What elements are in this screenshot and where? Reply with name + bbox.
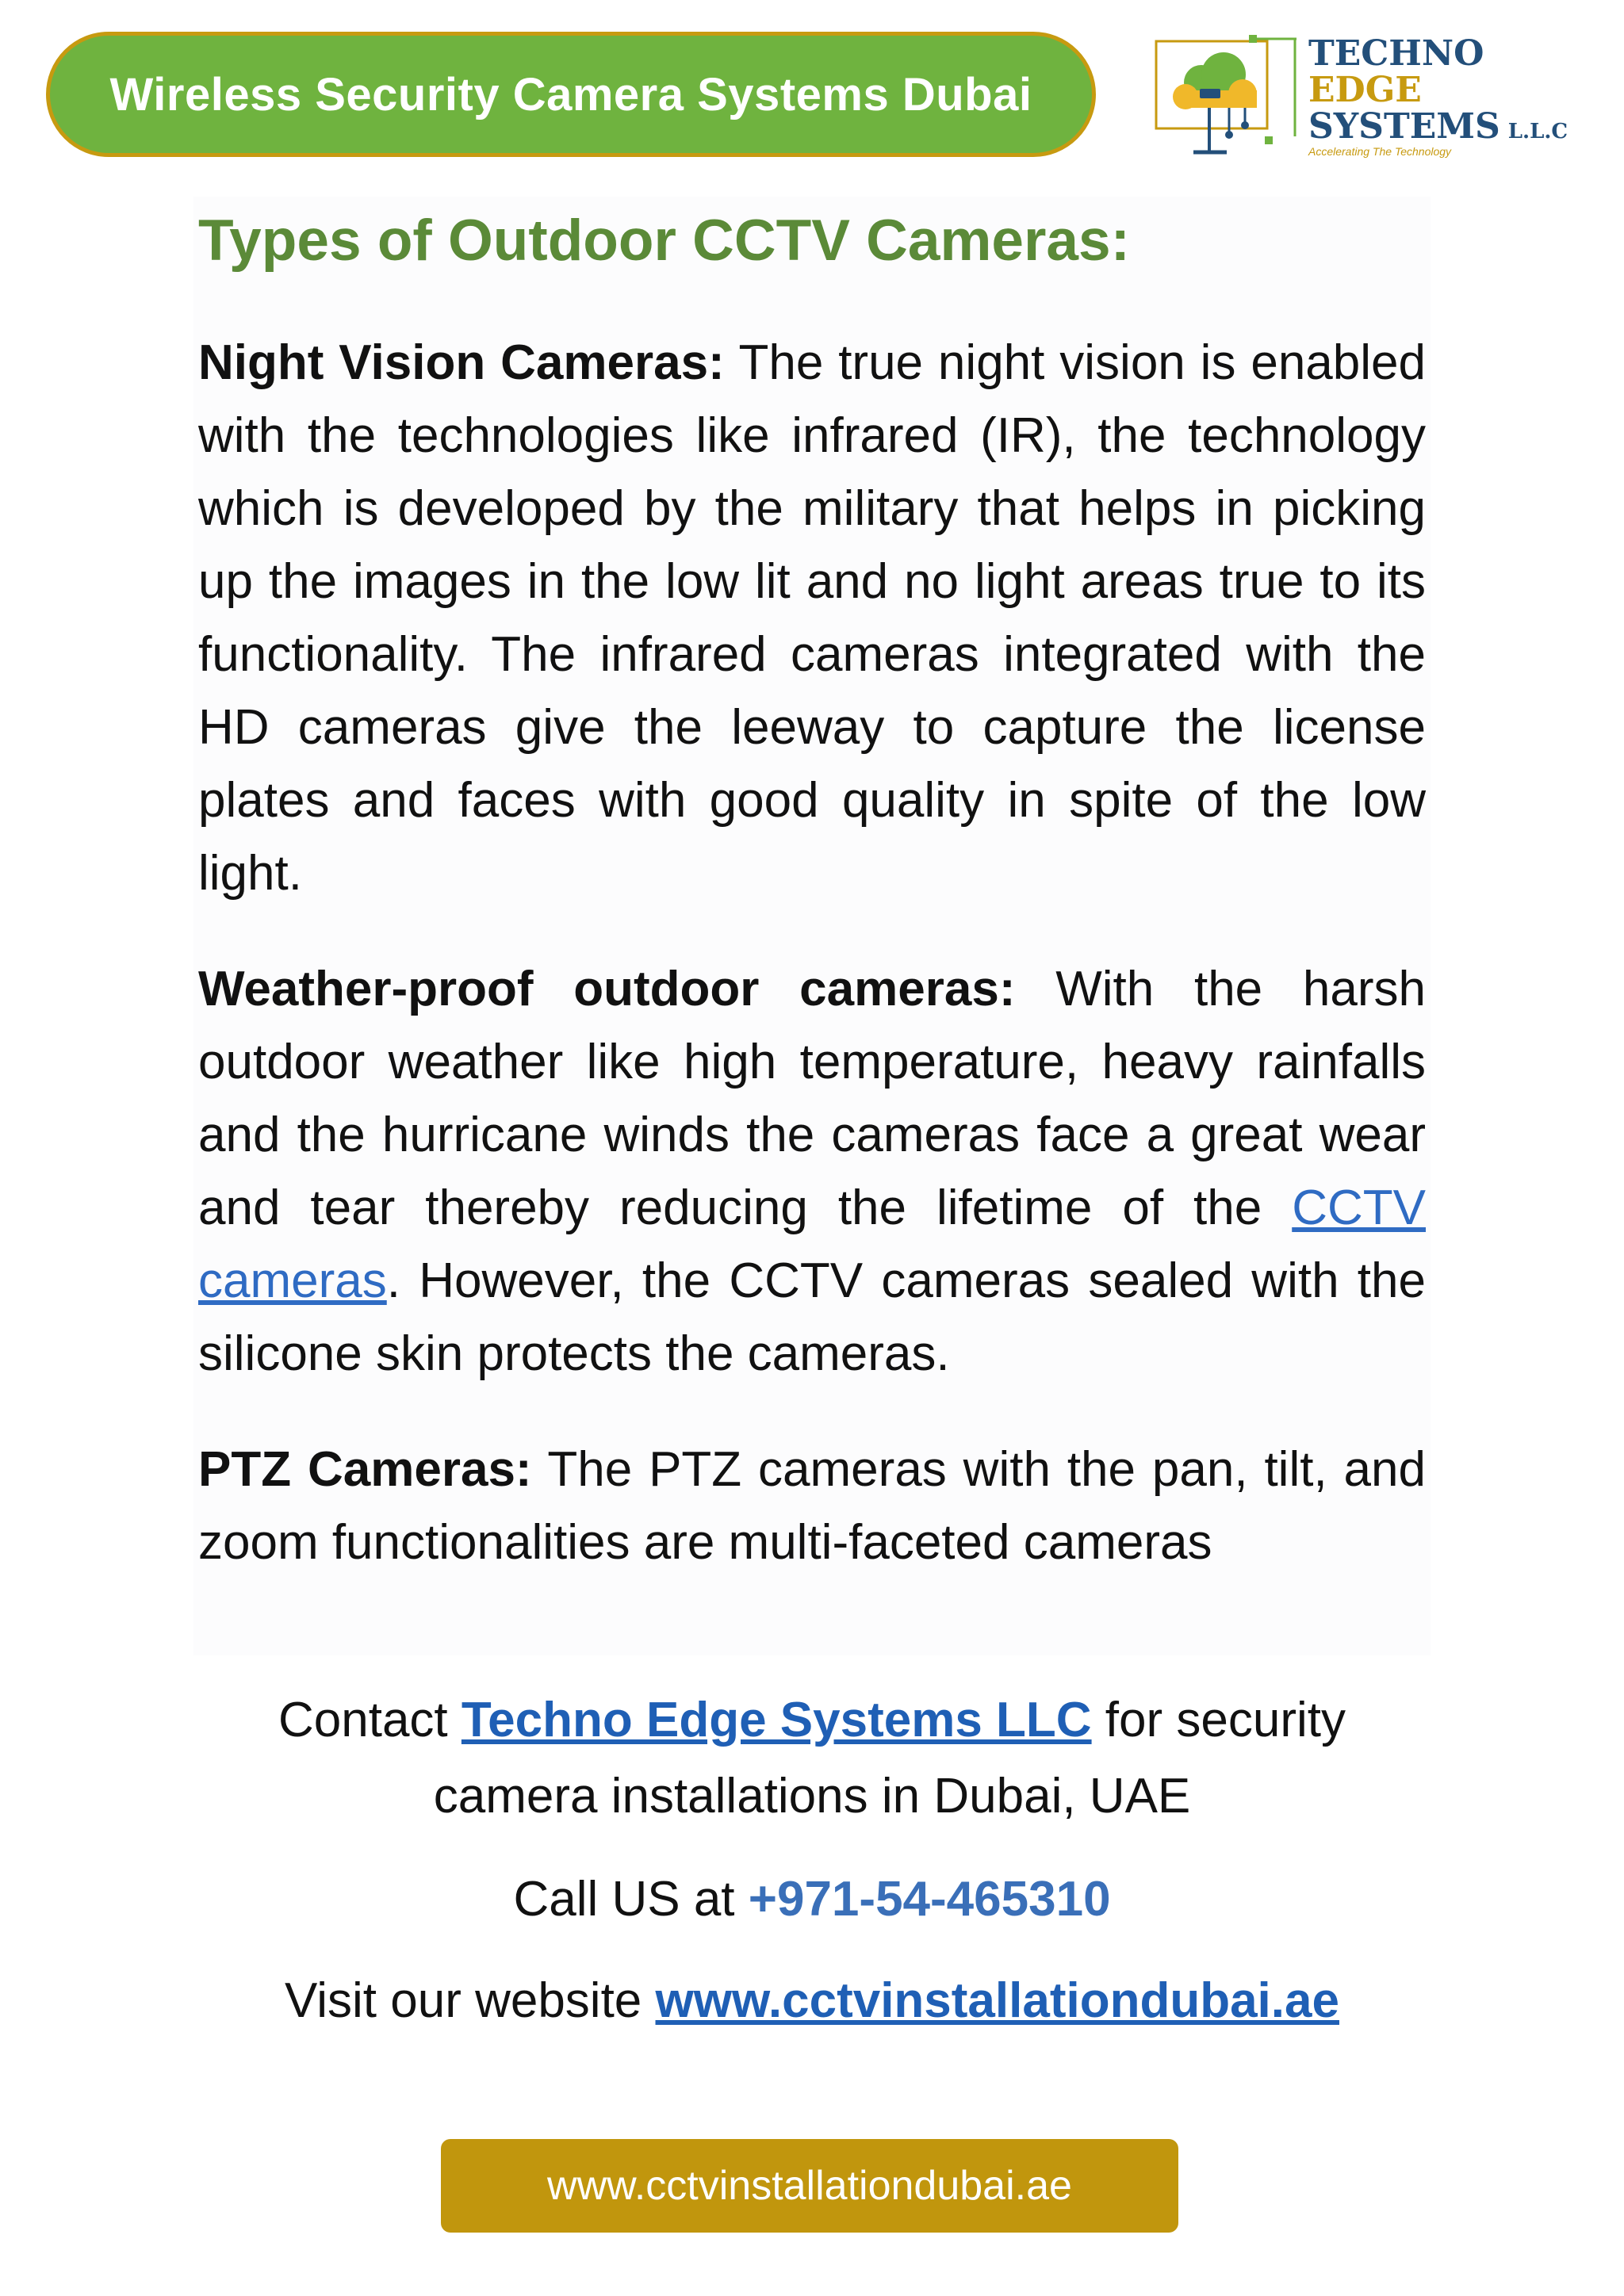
ptz-paragraph [198,1433,1426,1579]
ptz-heading: PTZ Cameras: [198,1442,532,1497]
section-title: Types of Outdoor CCTV Cameras: [198,209,1130,273]
logo-line-techno: TECHNO [1308,33,1484,74]
contact-suffix: for security camera installations in Dubai, UAE [433,1693,1346,1823]
contact-prefix: Contact [278,1693,462,1747]
company-logo [1154,33,1582,164]
call-prefix: Call US at [513,1872,749,1927]
footer-url: www.cctvinstallationdubai.ae [547,2163,1072,2209]
website-line [193,1963,1431,2039]
logo-line-systems: SYSTEMS [1308,106,1500,147]
night-vision-paragraph [198,327,1426,910]
cctv-cameras-link[interactable]: CCTV cameras [198,1181,1426,1308]
header-title: Wireless Security Camera Systems Dubai [109,68,1032,121]
logo-tagline: Accelerating The Technology [1308,145,1452,158]
night-vision-heading: Night Vision Cameras: [198,335,725,390]
website-link[interactable]: www.cctvinstallationdubai.ae [655,1973,1339,2028]
header-banner [46,32,1096,157]
visit-prefix: Visit our website [285,1973,656,2028]
company-link[interactable]: Techno Edge Systems LLC [461,1693,1092,1747]
weather-proof-text-before: With the harsh outdoor weather like high temperature, heavy rainfalls and the hurricane winds the cameras face a great wear and tear thereby reducing the lifetime of the [198,962,1426,1235]
logo-llc: L.L.C [1507,120,1568,144]
phone-number[interactable]: +971-54-465310 [748,1872,1111,1927]
footer-url-button[interactable] [441,2139,1178,2233]
call-line [193,1862,1431,1938]
cloud-network-icon [1154,33,1300,160]
weather-proof-text-after: . However, the CCTV cameras sealed with the silicone skin protects the cameras. [198,1253,1426,1381]
logo-wordmark [1308,33,1568,157]
contact-line [193,1682,1431,1835]
night-vision-text: The true night vision is enabled with the technologies like infrared (IR), the technology which is developed by the military that helps in picking up the images in the low lit and no light areas true to its functionality. The infrared cameras integrated with the HD cameras give the leeway to capture the license plates and faces with good quality in spite of the low light. [198,335,1427,901]
weather-proof-heading: Weather-proof outdoor cameras: [198,962,1016,1016]
logo-line-edge: EDGE [1308,70,1422,110]
ptz-text: The PTZ cameras with the pan, tilt, and zoom functionalities are multi-faceted cameras [198,1442,1426,1570]
weather-proof-paragraph [198,953,1426,1391]
